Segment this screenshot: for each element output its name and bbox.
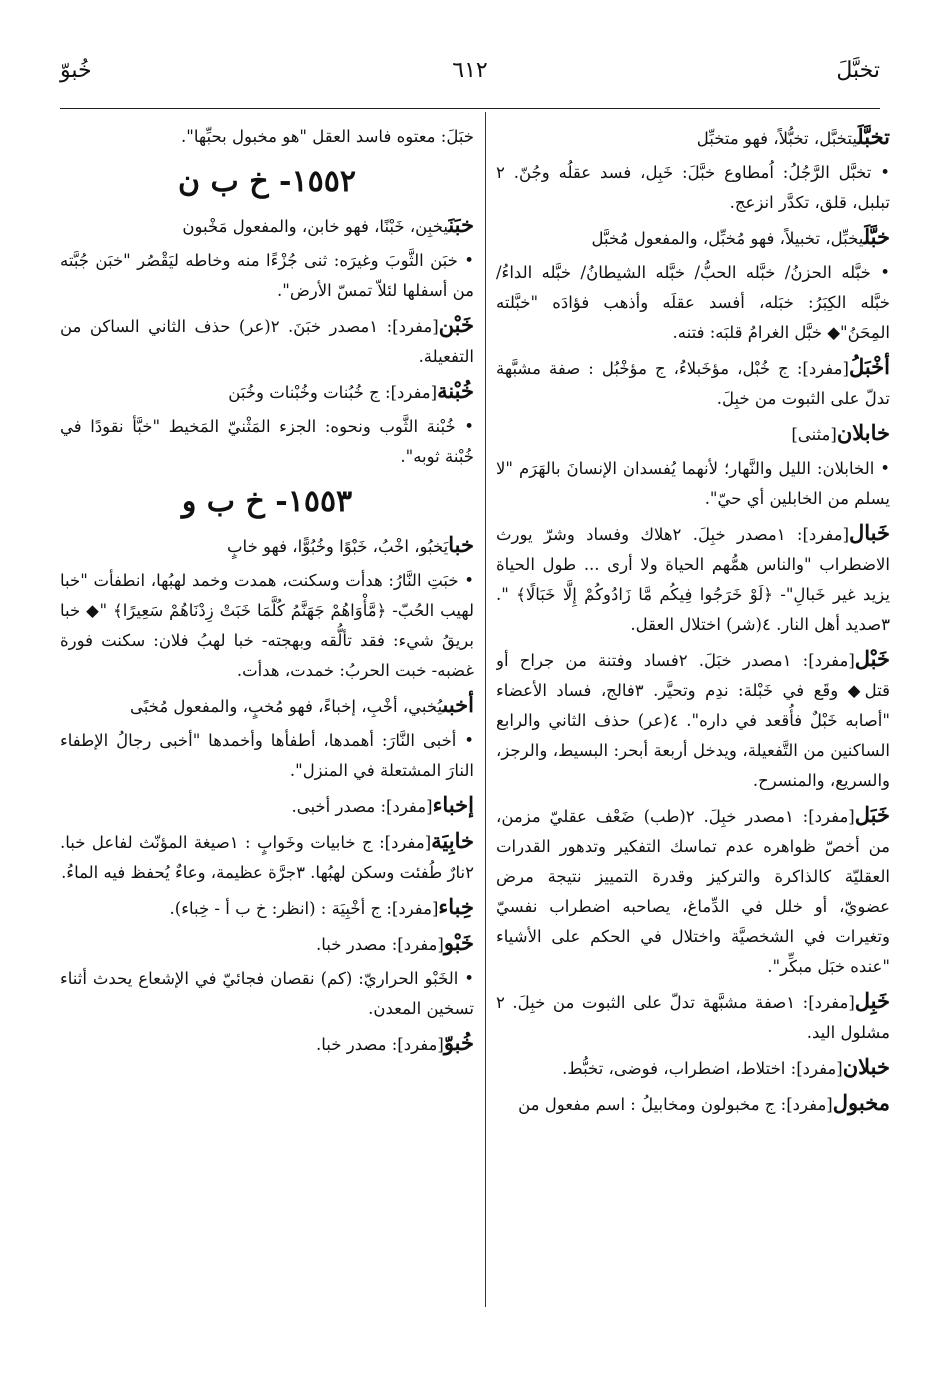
entry-headword: خبَنَ [448, 212, 474, 237]
dictionary-entry [60, 566, 474, 686]
entry-headword: خبا [448, 532, 474, 557]
entry-headword: خبَّلَ [863, 224, 890, 249]
entry-definition: • خبَن الثَّوبَ وغيرَه: ثنى جُزْءًا منه وخاطه ليَقْصُر "خبَن جُبَّته من أسفلها لئلاّ تمسّ الأرض". [60, 251, 474, 300]
entry-definition: [مفرد]: ج مخبولون ومخابيلُ : اسم مفعول من [518, 1095, 833, 1114]
entry-definition: • خبَتِ النَّارُ: هدأت وسكنت، همدت وخمد لهبُها، انطفأت "خبا لهيب الحُبّ- ﴿مَّأْوَاهُمْ جَهَنَّمُ كُلَّمَا خَبَتْ زِدْنَاهُمْ سَعِيرًا﴾ "◆ خبا بريقُ شيء: فقد تألُّقه وبهجته- خبا لهبُ فلان: سكنت فورة غضبه- خبت الحربُ: خمدت، هدأت. [60, 571, 474, 680]
entry-definition: يخبِّل، تخبيلاً، فهو مُخبِّل، والمفعول مُخبَّل [591, 229, 864, 248]
entry-definition: [مفرد]: ج خُبْل، مؤخَبلاءُ، ج مؤخْبُل : صفة مشبَّهة تدلّ على الثبوت من خبِلَ. [496, 359, 890, 408]
entry-definition: • الخابلان: الليل والنَّهار؛ لأنهما يُفسدان الإنسانَ بالهَرَم "لا يسلم من الخابلين أي حيّ". [496, 459, 890, 508]
entry-headword: خَبْن [438, 312, 474, 337]
dictionary-entry [60, 790, 474, 822]
dictionary-entry [60, 246, 474, 306]
entry-definition: [مفرد]: ١مصدر خبَنَ. ٢(عر) حذف الثاني الساكن من التفعيلة. [60, 317, 474, 366]
entry-definition: • خُبْنة الثَّوب ونحوه: الجزء المَثْنيّ المَخيط "خبَّأ نقودًا في خُبْنة ثوبه". [60, 417, 474, 466]
dictionary-entry [60, 726, 474, 786]
dictionary-entry [496, 158, 890, 218]
entry-definition: خبَلَ: معتوه فاسد العقل "هو مخبول بحبِّها". [181, 127, 474, 146]
entry-headword: تخبَّلَ [857, 124, 890, 149]
entry-definition: يخبِن، خَبْنًا، فهو خابن، والمفعول مَخْبون [182, 217, 449, 236]
dictionary-entry [496, 454, 890, 514]
entry-headword: خابلان [836, 420, 890, 445]
entry-definition: [مثنى] [791, 425, 837, 444]
dictionary-entry [496, 122, 890, 154]
dictionary-entry [496, 352, 890, 414]
entry-definition: [مفرد]: ١مصدر خبِلَ. ٢هلاك وفساد وشرّ يورث الاضطراب "والناس همُّهم الحياة ولا أرى ... طول الحياة يزيد غير خَبالِ"- ﴿لَوْ خَرَجُوا فِيكُم مَّا زَادُوكُمْ إِلَّا خَبَالًا﴾ ". ٣صديد أهل النار. ٤(شر) اختلال العقل. [496, 525, 890, 634]
entry-headword: خَبْو [443, 930, 474, 955]
entry-definition: [مفرد]: مصدر أخبى. [291, 797, 433, 816]
entry-headword: أخْبَلُ [848, 354, 890, 379]
dictionary-entry [60, 928, 474, 960]
entry-headword: خَبِل [854, 988, 890, 1013]
dictionary-entry [496, 258, 890, 348]
header-rule [60, 108, 880, 109]
entry-definition: [مفرد]: ١مصدر خبَلَ. ٢فساد وفتنة من جراح أو قتل◆ وقَع في خَبْلة: ندِم وتحيَّر. ٣فالج، فساد الأعضاء "أصابه خَبْلٌ فأُقعد في داره". ٤(عر) حذف الثاني والرابع الساكنين من التَّفعيلة، ويدخل أربعة أبحر: البسيط، والرجز، والسريع، والمنسرح. [496, 651, 890, 790]
entry-definition: يُخبي، أخْبِ، إخباءً، فهو مُخبٍ، والمفعول مُخبًى [129, 697, 443, 716]
left-column-mid-entries [60, 210, 474, 472]
entry-headword: أخبى [442, 692, 474, 717]
dictionary-entry [60, 964, 474, 1024]
dictionary-entry [496, 800, 890, 982]
entry-definition: يتخبَّل، تخبُّلاً، فهو متخبِّل [696, 129, 858, 148]
header-last-entry: خُبوّ [60, 58, 92, 83]
entry-headword: خُبوّ [443, 1030, 474, 1055]
entry-headword: خبلان [842, 1054, 890, 1079]
left-column-top-entries [60, 122, 474, 152]
dictionary-entry [60, 1028, 474, 1060]
entry-definition: [مفرد]: ج خابيات وخَوابٍ : ١صيغة المؤنّث لفاعل خبا. ٢نارٌ طُفئت وسكن لهبُها. ٣جرَّة عظيمة، وعاءٌ يُحفظ فيه الماءُ. [60, 833, 474, 882]
dictionary-entry [60, 412, 474, 472]
entry-definition: • الخَبْو الحراريّ: (كم) نقصان فجائيّ في الإشعاع يحدث أثناء تسخين المعدن. [60, 969, 474, 1018]
dictionary-entry [60, 376, 474, 408]
entry-definition: [مفرد]: ١صفة مشبَّهة تدلّ على الثبوت من خبِلَ. ٢ مشلول اليد. [496, 993, 890, 1042]
entry-headword: خُبْنة [437, 378, 474, 403]
entry-headword: إخباء [432, 792, 474, 817]
entry-definition: • أخبى النَّارَ: أهمدها، أطفأها وأخمدها "أخبى رجالُ الإطفاء النارَ المشتعلة في المنزل". [60, 731, 474, 780]
entry-definition: [مفرد]: ج أخْبِيَة : (انظر: خ ب أ - خِباء). [169, 899, 439, 918]
entry-headword: خَبْل [854, 646, 890, 671]
entry-headword: خَبال [849, 520, 890, 545]
left-column-bottom-entries [60, 530, 474, 1060]
entry-definition: [مفرد]: مصدر خبا. [316, 1035, 444, 1054]
dictionary-entry [496, 418, 890, 450]
dictionary-entry [496, 644, 890, 796]
dictionary-entry [60, 530, 474, 562]
dictionary-entry [60, 892, 474, 924]
dictionary-entry [60, 122, 474, 152]
entry-definition: [مفرد]: مصدر خبا. [316, 935, 444, 954]
entry-definition: [مفرد]: ١مصدر خبِلَ. ٢(طب) ضَعْف عقليّ مزمن، من أخصّ ظواهره عدم تماسك التفكير وتدهور القدرات العقليّة كالذاكرة والتركيز وقدرة التمييز نتيجة مرض عضويّ، أو خلل في الدِّماغ، يصاحبه اضطراب نفسيّ وتغيرات في الشخصيَّة واختلال في الحكم على الأشياء "عنده خبَل مبكِّر". [496, 807, 890, 976]
column-divider [485, 112, 486, 1307]
dictionary-entry [60, 690, 474, 722]
entry-headword: مخبول [832, 1090, 890, 1115]
page-header [60, 58, 880, 98]
root-heading-1552: ١٥٥٢- خ ب ن [178, 164, 356, 199]
entry-definition: [مفرد]: ج خُبُنات وخُبْنات وخُبَن [228, 383, 438, 402]
root-heading-1553: ١٥٥٣- خ ب و [181, 484, 353, 519]
entry-definition: يَخبُو، اخْبُ، خَبْوًا وخُبُوًّا، فهو خابٍ [227, 537, 449, 556]
right-column [496, 122, 890, 1307]
page-number: ٦١٢ [452, 58, 488, 83]
entry-definition: • خبَّله الحزنُ/ خبَّله الحبُّ/ خبَّله الشيطانُ/ خبَّله الداءُ/ خبَّله الكِبَرُ: خبَله، أفسد عقلَه وأذهب فؤادَه "خبَّلته المِحَنُ"◆ خبَّل الغرامُ قلبَه: فتنه. [496, 263, 890, 342]
dictionary-entry [60, 310, 474, 372]
dictionary-entry [496, 222, 890, 254]
dictionary-entry [496, 986, 890, 1048]
dictionary-entry [60, 826, 474, 888]
entry-headword: خِباء [438, 894, 474, 919]
left-column [60, 122, 474, 1307]
entry-definition: • تخبَّل الرَّجُلُ: اُمطاوع خبَّلَ: خَبِل، فسد عقلُه وجُنّ. ٢ تبلبل، قلق، تكدَّر انزعج. [496, 163, 890, 212]
dictionary-entry [496, 518, 890, 640]
dictionary-entry [496, 1088, 890, 1120]
dictionary-entry [60, 210, 474, 242]
header-first-entry: تخبَّلَ [836, 58, 880, 83]
entry-headword: خابِيَة [431, 828, 474, 853]
entry-definition: [مفرد]: اختلاط، اضطراب، فوضى، تخبُّط. [562, 1059, 843, 1078]
entry-headword: خَبَل [854, 802, 890, 827]
dictionary-entry [496, 1052, 890, 1084]
